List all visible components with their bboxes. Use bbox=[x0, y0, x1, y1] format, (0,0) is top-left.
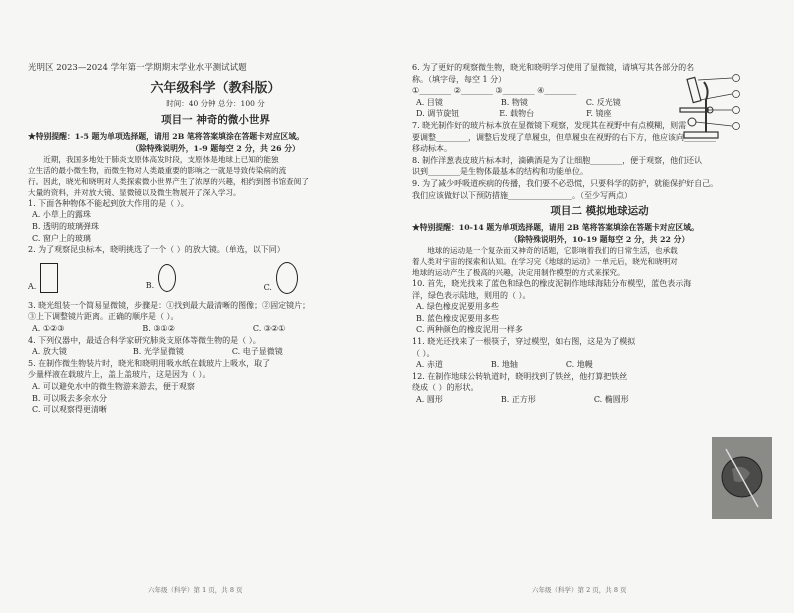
q2-option-a bbox=[28, 263, 58, 293]
option: C. 可以观察得更清晰 bbox=[32, 405, 107, 415]
option: B. 透明的玻璃弹珠 bbox=[32, 222, 99, 232]
earth-model-photo bbox=[712, 437, 772, 519]
intro-line: 着人类对宇宙的探索和认知。在学习完《地球的运动》一单元后，晓光和晓明对 bbox=[412, 256, 678, 266]
question-1: 1. 下面各种物体不能起到放大作用的是（ ）。 bbox=[28, 198, 189, 208]
q12-options bbox=[412, 394, 787, 406]
q11-options bbox=[412, 359, 787, 371]
question-5: 5. 在制作微生物装片时，晓光和晓明用吸水纸在载玻片上吸水，取了 bbox=[28, 358, 271, 368]
option-letter: B. bbox=[145, 281, 155, 291]
intro-line: 立生活的最小微生物，而微生物对人类最重要的影响之一就是导致传染病的流 bbox=[28, 165, 287, 175]
oval-lens-shape bbox=[158, 264, 176, 292]
option: B. 可以吸去多余水分 bbox=[32, 393, 107, 403]
question-12-cont: 绕成（ ）的形状。 bbox=[412, 383, 479, 393]
option: A. ①②③ bbox=[32, 324, 65, 333]
option-letter: A. bbox=[28, 282, 37, 292]
tip-line-2: （除特殊说明外，10-19 题每空 2 分，共 22 分） bbox=[509, 234, 690, 244]
intro-line: 地球的运动是一个复杂而又神奇的话题，它影响着我们的日常生活，也承载 bbox=[427, 245, 678, 255]
section-title-2: 项目二 模拟地球运动 bbox=[550, 205, 649, 218]
question-8-cont: 识到________是生物体最基本的结构和功能单位。 bbox=[412, 167, 588, 177]
option: C. 窗户上的玻璃 bbox=[32, 233, 91, 243]
question-7: 7. 晓光制作好的玻片标本放在显微镜下观察，发现其在视野中有点模糊，则需 bbox=[412, 120, 687, 130]
intro-line: 大量的资料，并对放大镜、显微镜以及微生物展开了深入学习。 bbox=[28, 187, 241, 197]
option: A. 放大镜 bbox=[32, 347, 67, 357]
option: B. 地轴 bbox=[490, 360, 518, 370]
intro-line: 近期，我国多地处于肺炎支原体高发时段，支原体是地球上已知的能独 bbox=[43, 154, 279, 164]
question-6: 6. 为了更好的观察微生物，晓光和晓明学习使用了显微镜，请填写其各部分的名 bbox=[412, 63, 695, 72]
section-title-1: 项目一 神奇的微小世界 bbox=[161, 114, 270, 127]
question-6-blanks: ①________ ②________ ③________ ④________ bbox=[412, 86, 577, 96]
intro-line: 地球的运动产生了极高的兴趣，决定用制作模型的方式来探究。 bbox=[412, 267, 625, 277]
q3-options bbox=[28, 323, 403, 335]
q2-option-b bbox=[146, 264, 176, 292]
question-10-cont: 洋，绿色表示陆地，则用的（ ）。 bbox=[412, 290, 531, 300]
question-7-cont: 要调整________，调整后发现了草履虫，但草履虫在视野的右下方，他应该向________ bbox=[412, 132, 716, 142]
tip-line-1: ★特别提醒：10-14 题为单项选择题，请用 2B 笔将答案填涂在答题卡对应区域。 bbox=[412, 223, 699, 233]
question-7-cont2: 移动标本。 bbox=[412, 144, 452, 154]
option: B. 光学显微镜 bbox=[132, 347, 184, 357]
question-11-cont: （ ）。 bbox=[412, 348, 435, 358]
option: C. 电子显微镜 bbox=[231, 347, 283, 357]
option: B. ③①② bbox=[142, 324, 175, 333]
question-9-cont: 我们应该做好以下预防措施________________。（至少写两点） bbox=[412, 190, 632, 200]
exam-meta: 时间：40 分钟 总分：100 分 bbox=[166, 99, 265, 109]
q2-options bbox=[28, 258, 298, 298]
page-footer: 六年级（科学）第 1 页，共 8 页 bbox=[148, 586, 243, 595]
option: B. 物镜 bbox=[500, 97, 528, 107]
option: A. 赤道 bbox=[416, 360, 443, 370]
question-10: 10. 首先，晓光找来了蓝色和绿色的橡皮泥制作地球海陆分布模型，蓝色表示海 bbox=[412, 278, 692, 288]
rectangle-lens-shape bbox=[40, 263, 58, 293]
question-3: 3. 晓光组装一个简易显微镜，步骤是：①找到最大最清晰的图像；②固定镜片； bbox=[28, 300, 311, 310]
page-footer: 六年级（科学）第 2 页，共 8 页 bbox=[532, 586, 627, 595]
q4-options bbox=[28, 346, 403, 358]
option: D. 调节旋钮 bbox=[416, 109, 460, 119]
option: B. 正方形 bbox=[500, 394, 536, 404]
option: A. 目镜 bbox=[416, 97, 443, 107]
option: F. 镜座 bbox=[586, 109, 612, 119]
option-letter: C. bbox=[263, 283, 272, 293]
question-6-cont: 称。（填字母，每空 1 分） bbox=[412, 74, 507, 84]
option: A. 圆形 bbox=[416, 394, 443, 404]
option: B. 蓝色橡皮泥要用多些 bbox=[416, 313, 499, 323]
q2-option-c bbox=[264, 262, 298, 294]
option: A. 绿色橡皮泥要用多些 bbox=[416, 302, 499, 312]
option: A. 可以避免水中的微生物游来游去，便于观察 bbox=[32, 381, 195, 391]
question-12: 12. 在制作地球公转轨道时，晓明找到了铁丝，他打算把铁丝 bbox=[412, 371, 628, 381]
option: E. 载物台 bbox=[499, 109, 535, 119]
option: A. 小草上的露珠 bbox=[32, 210, 91, 220]
exam-title: 六年级科学（教科版） bbox=[150, 81, 281, 97]
option: C. 地幔 bbox=[565, 360, 593, 370]
microscope-diagram bbox=[670, 70, 748, 142]
intro-line: 行。因此，晓光和晓明对人类探索微小世界产生了浓厚的兴趣，相约到图书馆查阅了 bbox=[28, 176, 309, 186]
question-2: 2. 为了观察昆虫标本，晓明挑选了一个（ ）的放大镜。（单选，以下同） bbox=[28, 245, 285, 255]
question-8: 8. 制作洋葱表皮玻片标本时，滴碘酒是为了让细胞________，便于观察，他们还认 bbox=[412, 155, 703, 165]
option: C. 两种颜色的橡皮泥用一样多 bbox=[416, 325, 523, 335]
option: C. 椭圆形 bbox=[593, 394, 629, 404]
question-5-cont: 少量样液在载玻片上，盖上盖玻片，这是因为（ ）。 bbox=[28, 370, 211, 380]
option: C. ③②① bbox=[252, 324, 286, 333]
tip-line-1: ★特别提醒：1-5 题为单项选择题，请用 2B 笔将答案填涂在答题卡对应区域。 bbox=[28, 132, 304, 142]
question-11: 11. 晓光还找来了一根筷子，穿过模型，如右图，这是为了模拟 bbox=[412, 336, 636, 346]
question-9: 9. 为了减少呼吸道疾病的传播，我们要不必恐慌，只要科学的防护，就能保护好自己。 bbox=[412, 178, 719, 188]
question-3-cont: ③上下调整镜片距离。正确的顺序是（ ）。 bbox=[28, 312, 179, 322]
oval-lens-shape-large bbox=[276, 262, 298, 294]
exam-header: 光明区 2023—2024 学年第一学期期末学业水平测试试题 bbox=[28, 63, 247, 73]
left-page bbox=[28, 62, 403, 602]
tip-line-2: （除特殊说明外，1-9 题每空 2 分，共 26 分） bbox=[131, 143, 300, 153]
question-4: 4. 下列仪器中，最适合科学家研究肺炎支原体等微生物的是（ ）。 bbox=[28, 335, 261, 345]
option: C. 反光镜 bbox=[585, 97, 621, 107]
right-page bbox=[412, 62, 787, 602]
